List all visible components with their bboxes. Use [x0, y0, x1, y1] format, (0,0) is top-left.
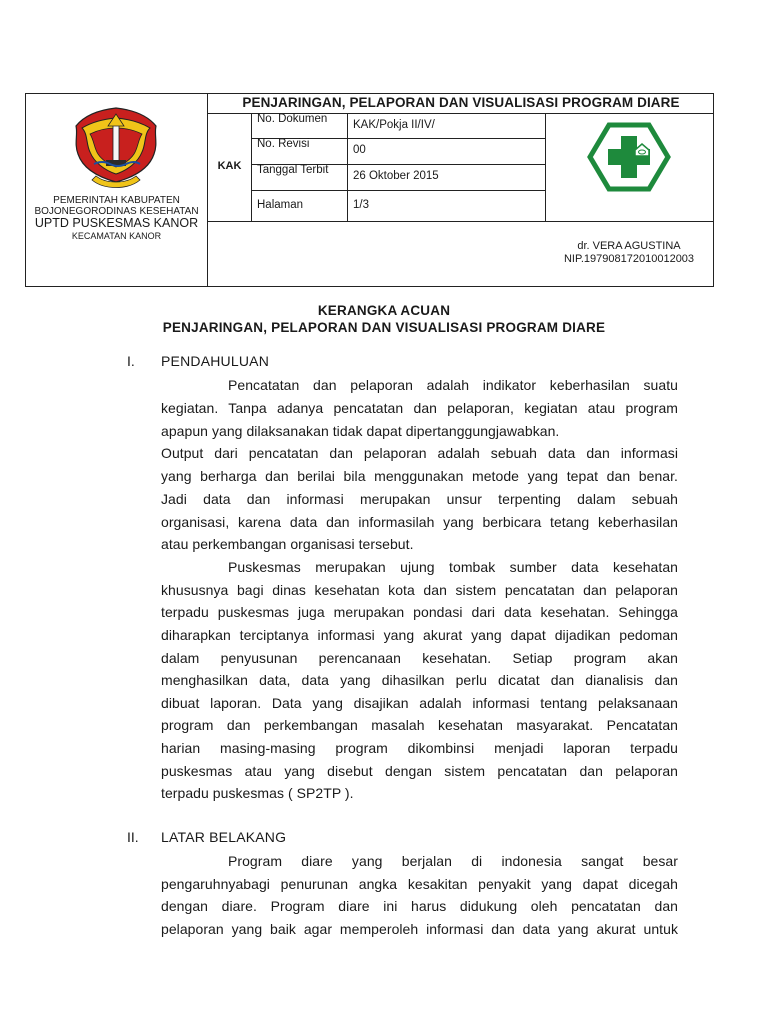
paragraph-line: Output dari pencatatan dan pelaporan adalah sebuah data dan informasi — [161, 445, 678, 461]
paragraph-line: Jadi data dan informasi merupakan unsur terpenting dalam sebuah — [161, 491, 678, 507]
paragraph-line: atau perkembangan organisasi tersebut. — [161, 536, 414, 552]
paragraph-line: diharapkan terciptanya informasi yang akurat yang dapat dijadikan pedoman — [161, 627, 678, 643]
paragraph-line: Pencatatan dan pelaporan adalah indikator keberhasilan suatu — [228, 377, 678, 393]
document-title-line-1: KERANGKA ACUAN — [317, 303, 451, 318]
section-number: I. — [127, 353, 135, 369]
org-line-1: PEMERINTAH KABUPATEN — [53, 195, 180, 206]
paragraph-line: pengaruhnyabagi penurunan angka kesakitan penyakit yang dapat dicegah — [161, 876, 678, 892]
organization-block — [26, 94, 207, 286]
document-header-table — [25, 93, 714, 287]
paragraph-line: dibuat laporan. Data yang disajikan adalah informasi tentang pelaksanaan — [161, 695, 678, 711]
header-title: PENJARINGAN, PELAPORAN DAN VISUALISASI PROGRAM DIARE — [242, 95, 680, 110]
paragraph-line: harian masing-masing program dikombinsi menjadi laporan terpadu — [161, 740, 678, 756]
paragraph-line: Program diare yang berjalan di indonesia sangat besar — [228, 853, 678, 869]
meta-value-issue-date: 26 Oktober 2015 — [353, 170, 439, 182]
meta-label-page: Halaman — [257, 199, 304, 211]
paragraph-line: yang berharga dan berilai bila menggunakan metode yang tepat dan benar. — [161, 468, 678, 484]
paragraph-line: terpadu puskesmas ( SP2TP ). — [161, 785, 354, 801]
meta-label-issue-date: Tanggal Terbit — [257, 164, 329, 176]
meta-label-document-number: No. Dokumen — [257, 113, 328, 125]
regency-emblem-icon — [68, 104, 164, 196]
doc-code: KAK — [217, 160, 242, 172]
paragraph-line: dengan diare. Program diare ini harus didukung oleh pencatatan dan — [161, 898, 678, 914]
meta-value-document-number: KAK/Pokja II/IV/ — [353, 119, 435, 131]
meta-label-revision: No. Revisi — [257, 138, 310, 150]
document-title-line-2: PENJARINGAN, PELAPORAN DAN VISUALISASI PROGRAM DIARE — [162, 320, 606, 335]
paragraph-line: puskesmas atau yang disebut dengan sistem pencatatan dan pelaporan — [161, 763, 678, 779]
section-title: LATAR BELAKANG — [161, 829, 287, 845]
paragraph-line: program dan perkembangan masalah kesehatan masyarakat. Pencatatan — [161, 717, 678, 733]
paragraph-line: organisasi, karena data dan informasilah yang berbicara tetang keberhasilan — [161, 514, 678, 530]
paragraph-line: pelaporan yang baik agar memperoleh informasi dan data yang akurat untuk — [161, 921, 678, 937]
signatory-nip: NIP.197908172010012003 — [563, 253, 695, 265]
section-number: II. — [127, 829, 139, 845]
meta-value-revision: 00 — [353, 144, 366, 156]
org-line-3: UPTD PUSKESMAS KANOR — [34, 216, 199, 230]
org-line-2: BOJONEGORODINAS KESEHATAN — [34, 206, 199, 217]
paragraph-line: Puskesmas merupakan ujung tombak sumber data kesehatan — [228, 559, 678, 575]
paragraph-line: dalam penyusunan perencanaan kesehatan. Setiap program akan — [161, 650, 678, 666]
paragraph-line: kegiatan. Tanpa adanya pencatatan dan pelaporan, kegiatan atau program — [161, 400, 678, 416]
puskesmas-logo-icon — [587, 122, 671, 192]
paragraph-line: terpadu puskesmas juga merupakan pondasi dari data kesehatan. Sehingga — [161, 604, 678, 620]
meta-value-page: 1/3 — [353, 199, 369, 211]
paragraph-line: apapun yang dilaksanakan tidak dapat dipertanggungjawabkan. — [161, 423, 560, 439]
paragraph-line: menghasilkan data, data yang dihasilkan perlu dicatat dan dianalisis dan — [161, 672, 678, 688]
paragraph-line: khususnya bagi dinas kesehatan kota dan sistem pencatatan dan pelaporan — [161, 582, 678, 598]
signatory-name: dr. VERA AGUSTINA — [577, 240, 681, 252]
org-line-4: KECAMATAN KANOR — [71, 231, 162, 241]
section-title: PENDAHULUAN — [161, 353, 269, 369]
